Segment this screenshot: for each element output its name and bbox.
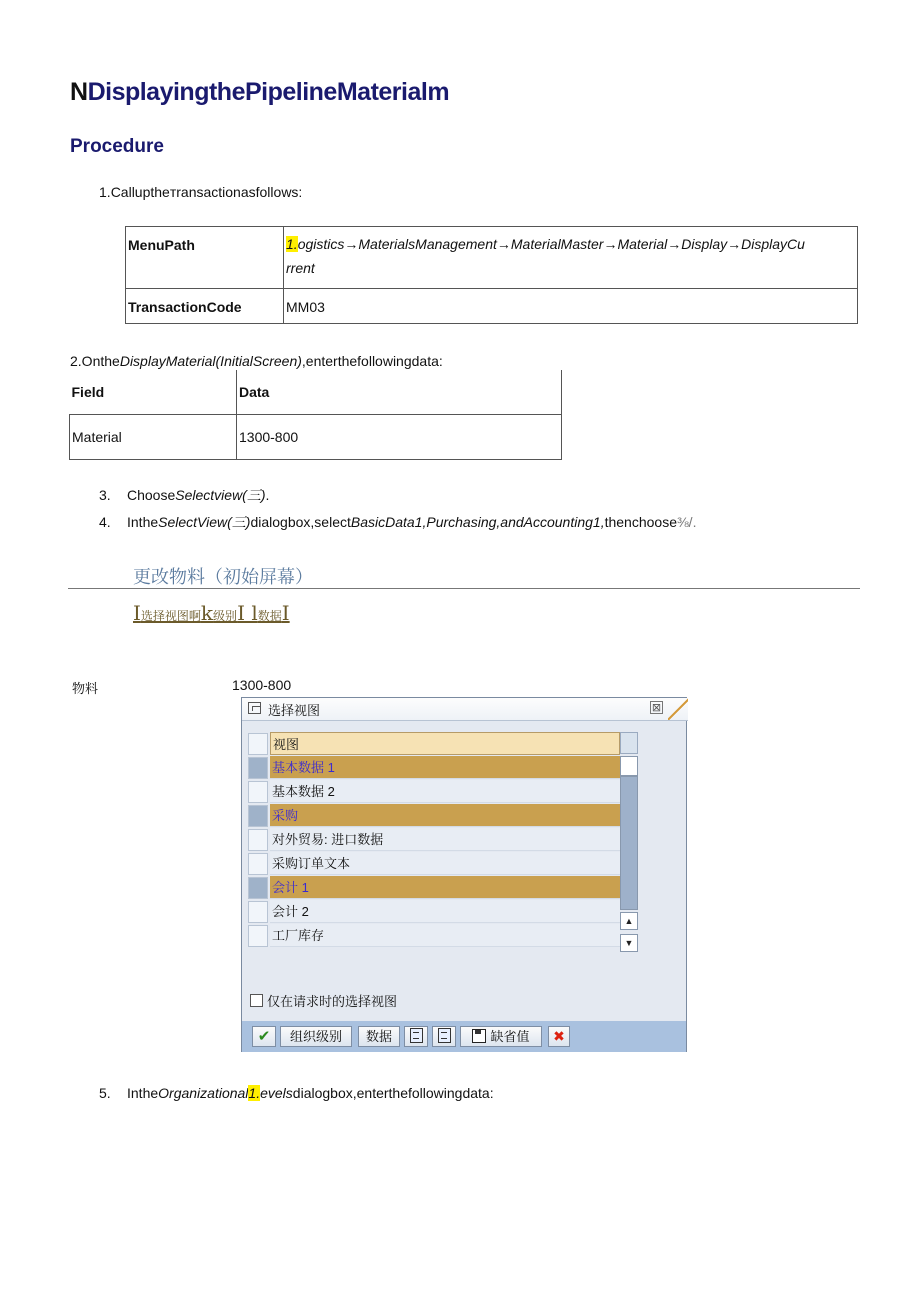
scroll-down-icon[interactable]: ▼ [620,934,638,952]
cell-data: 1300-800 [237,415,562,460]
table-header-row [70,370,562,415]
material-label: 物料 [72,681,99,696]
header-data: Data [237,370,562,415]
row-selector[interactable] [248,805,268,827]
list-item[interactable]: 基本数据 1 [248,756,644,780]
tab-org-levels[interactable]: 级别 [213,609,238,623]
transaction-code-label: TransactionCode [126,289,284,324]
dialog-title: 选择视图 [268,703,321,718]
page-title: NDisplayingthePipelineMaterialm [70,78,450,106]
row-selector[interactable] [248,901,268,923]
transaction-table [125,226,858,324]
table-row [126,289,858,324]
ok-button[interactable]: ✔ [252,1026,276,1047]
header-field: Field [70,370,237,415]
vertical-scrollbar[interactable] [620,756,638,952]
row-selector[interactable] [248,853,268,875]
table-row [70,415,562,460]
default-values-button[interactable]: 缺省值 [460,1026,542,1047]
select-all-icon [410,1028,423,1043]
view-list [248,732,644,954]
step-2: 2.OntheDisplayMaterial(InitialScreen),enterthefollowingdata: [70,353,443,369]
step-3: 3. ChooseSelectview(三). [99,487,270,503]
checkbox-icon[interactable] [250,994,263,1007]
step-1: 1.Calluptheтransactionasfollows: [99,184,303,200]
corner-decoration [668,698,688,720]
step-5: 5. IntheOrganizational1.evelsdialogbox,enterthefollowingdata: [99,1085,494,1101]
tab-select-view[interactable]: 选择视图啊 [140,609,201,623]
table-row [126,227,858,289]
request-only-checkbox[interactable]: 仅在请求时的选择视图 [250,991,397,1010]
row-selector[interactable] [248,781,268,803]
dialog-titlebar [242,698,688,721]
procedure-heading: Procedure [70,136,164,157]
dialog-toolbar [242,1021,686,1052]
scroll-up-icon[interactable]: ▲ [620,912,638,930]
list-item[interactable]: 会计 1 [248,876,644,900]
select-view-dialog [241,697,687,1052]
select-all-cell[interactable] [248,733,268,755]
deselect-all-button[interactable] [432,1026,456,1047]
list-item[interactable]: 工厂库存 [248,924,644,948]
step-4: 4. IntheSelectView(三)dialogbox,selectBasicData1,Purchasing,andAccounting1,thenchoose⅜/. [99,514,697,530]
cell-field: Material [70,415,237,460]
save-icon [472,1029,486,1043]
view-tabs: I选择视图啊k级别I l数据I [133,601,290,625]
org-levels-button[interactable]: 组织级别 [280,1026,352,1047]
select-all-button[interactable] [404,1026,428,1047]
row-selector[interactable] [248,877,268,899]
list-item[interactable]: 会计 2 [248,900,644,924]
row-selector[interactable] [248,925,268,947]
transaction-code-value: MM03 [284,289,858,324]
row-selector[interactable] [248,829,268,851]
list-item[interactable]: 采购订单文本 [248,852,644,876]
tab-data[interactable]: 数据 [257,609,282,623]
list-item[interactable]: 采购 [248,804,644,828]
scrollbar-thumb[interactable] [620,756,638,776]
window-title: 更改物料（初始屏幕） [133,567,313,588]
deselect-all-icon [438,1028,451,1043]
scrollbar-track[interactable] [620,776,638,910]
menu-path-label: MenuPath [126,227,284,289]
divider [68,588,860,589]
column-settings-icon[interactable] [620,732,638,754]
dialog-window-icon [248,702,261,714]
data-table [69,370,562,460]
list-item[interactable]: 对外贸易: 进口数据 [248,828,644,852]
list-header-label: 视图 [270,732,620,755]
row-selector[interactable] [248,757,268,779]
list-item[interactable]: 基本数据 2 [248,780,644,804]
menu-path-value: 1.ogistics→MaterialsManagement→MaterialMaster→Material→Display→DisplayCu rrent [284,227,858,289]
cancel-button[interactable]: ✖ [548,1026,570,1047]
material-value[interactable]: 1300-800 [232,677,292,693]
list-header [248,732,644,756]
close-icon[interactable]: ⊠ [651,702,662,714]
data-button[interactable]: 数据 [358,1026,400,1047]
